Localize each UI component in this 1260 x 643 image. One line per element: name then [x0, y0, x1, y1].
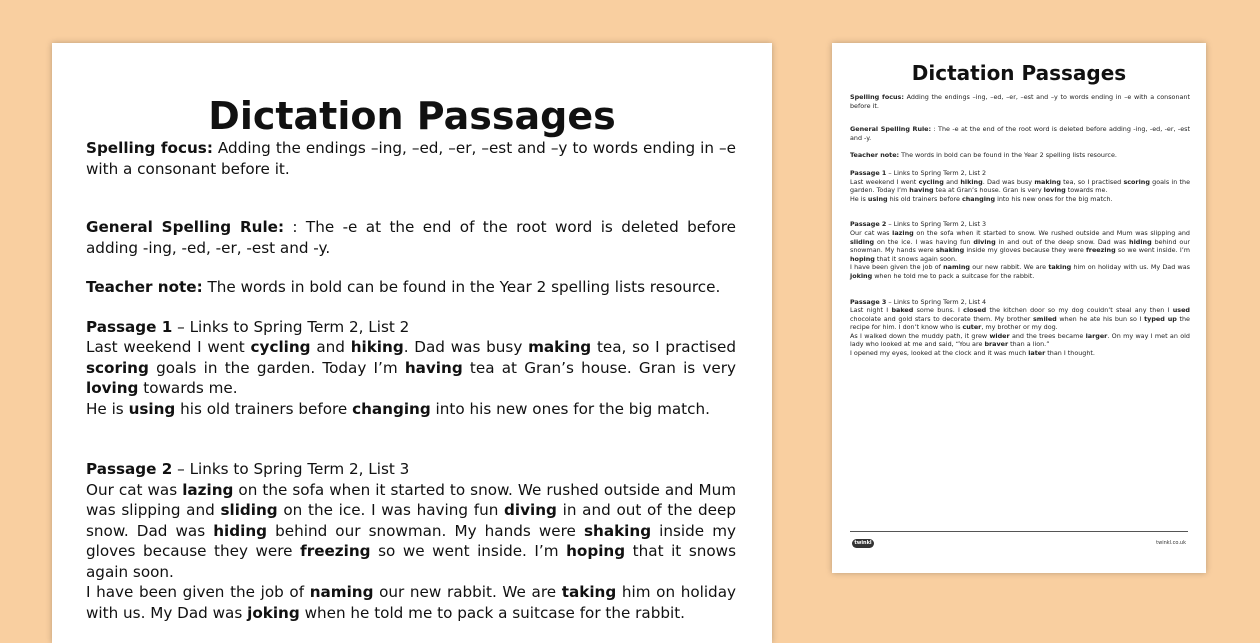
thumb-passage2-para2	[850, 263, 1190, 280]
text-run: Our cat was	[850, 228, 893, 237]
bold-word: lazing	[182, 480, 234, 499]
general-rule-label: General Spelling Rule:	[86, 218, 285, 236]
bold-word: hiking	[350, 338, 404, 356]
text-run: so we went inside. I’m	[1115, 246, 1190, 255]
passage1-link: – Links to Spring Term 2, List 2	[172, 317, 410, 336]
bold-word: having	[909, 186, 934, 195]
text-run: . Dad was busy	[982, 177, 1035, 186]
text-run: behind our snowman. My hands were	[267, 521, 584, 540]
text-run: tea, so I practised	[1060, 177, 1124, 186]
thumb-passage1-heading	[850, 169, 1190, 178]
text-run: goals in the garden. Today I’m	[148, 358, 405, 377]
text-run: As I walked down the muddy path, it grew	[850, 331, 990, 340]
text-run: him on holiday with us. My Dad was	[1071, 263, 1190, 272]
thumb-teacher-note	[850, 151, 1190, 160]
bold-word: naming	[309, 583, 374, 601]
thumbnail-title: Dictation Passages	[911, 61, 1127, 85]
text-run: his old trainers before	[887, 194, 962, 203]
bold-word: loving	[1043, 186, 1066, 195]
bold-word: diving	[973, 237, 996, 246]
thumb-spelling-focus-text: Adding the endings –ing, –ed, –er, –est and –y to words ending in –e with a consonant before it.	[850, 93, 1190, 110]
text-run: our new rabbit. We are	[373, 583, 562, 601]
thumb-passage3-para1	[850, 306, 1190, 332]
text-run: Last night I	[850, 306, 892, 315]
text-run: than I thought.	[1045, 349, 1095, 358]
thumb-spelling-focus-label: Spelling focus:	[850, 93, 904, 101]
text-run: behind our snowman. My hands were	[850, 237, 1190, 255]
thumb-passage1-link: – Links to Spring Term 2, List 2	[886, 168, 987, 177]
thumb-teacher-note-label: Teacher note:	[850, 151, 900, 160]
bold-word: wider	[989, 331, 1010, 340]
bold-word: hiding	[213, 521, 268, 540]
general-rule	[86, 217, 736, 258]
spelling-focus	[86, 138, 736, 179]
thumb-passage3-label: Passage 3	[850, 297, 887, 306]
text-run: into his new ones for the big match.	[430, 399, 710, 418]
bold-word: typed up	[1144, 314, 1177, 323]
thumb-passage3-para2	[850, 332, 1190, 349]
text-run: I have been given the job of	[850, 263, 944, 272]
passage2-heading	[86, 459, 736, 480]
text-run: some buns. I	[913, 306, 964, 315]
text-run: towards me.	[138, 379, 238, 397]
bold-word: scoring	[1123, 177, 1150, 186]
bold-word: smiled	[1032, 314, 1057, 323]
text-run: chocolate and gold stars to decorate them. My brother	[850, 314, 1033, 323]
text-run: him on holiday with us. My Dad was	[86, 583, 736, 622]
thumbnail-body	[850, 93, 1190, 358]
thumb-spelling-focus	[850, 93, 1190, 110]
document-body	[86, 138, 736, 623]
passage2-link: – Links to Spring Term 2, List 3	[172, 460, 410, 478]
bold-word: changing	[352, 399, 431, 418]
bold-word: naming	[943, 263, 970, 272]
bold-word: making	[1034, 177, 1061, 186]
text-run: inside my gloves because they were	[86, 521, 736, 560]
text-run: on the ice. I was having fun	[874, 237, 974, 246]
thumb-passage2-link: – Links to Spring Term 2, List 3	[886, 220, 987, 229]
bold-word: having	[404, 358, 463, 377]
passage2-para2	[86, 582, 736, 623]
text-run: tea, so I practised	[591, 338, 737, 356]
text-run: on the sofa when it started to snow. We rushed outside and Mum was slipping and	[86, 480, 737, 519]
thumb-general-rule-text: : The -e at the end of the root word is deleted before adding -ing, -ed, -er, -est and -y.	[850, 125, 1191, 142]
text-run: and the trees became	[1009, 331, 1086, 340]
bold-word: joking	[850, 271, 873, 280]
thumb-passage2-heading	[850, 220, 1190, 229]
document-page-thumbnail	[832, 43, 1206, 573]
passage1-heading	[86, 317, 736, 338]
text-run: I opened my eyes, looked at the clock and it was much	[850, 349, 1029, 358]
text-run: that it snows again soon.	[874, 254, 958, 263]
text-run: in and out of the deep snow. Dad was	[86, 501, 736, 540]
thumb-passage3-link: – Links to Spring Term 2, List 4	[886, 297, 987, 306]
bold-word: sliding	[220, 501, 278, 519]
text-run: inside my gloves because they were	[964, 246, 1087, 255]
text-run: our new rabbit. We are	[969, 263, 1049, 272]
bold-word: lazing	[892, 228, 914, 237]
passage1-label: Passage 1	[86, 317, 173, 336]
teacher-note-label: Teacher note:	[86, 278, 203, 296]
text-run: so we went inside. I’m	[370, 542, 567, 560]
text-run: the kitchen door so my dog couldn’t steal any then I	[986, 306, 1173, 315]
bold-word: hiking	[960, 177, 983, 186]
bold-word: hiding	[1129, 237, 1152, 246]
thumb-general-rule-label: General Spelling Rule:	[850, 125, 932, 134]
bold-word: using	[128, 399, 176, 418]
bold-word: joking	[247, 603, 300, 622]
text-run: when he told me to pack a suitcase for the rabbit.	[299, 603, 685, 622]
bold-word: shaking	[935, 246, 965, 255]
text-run: goals in the garden. Today I’m	[850, 177, 1190, 195]
bold-word: freezing	[300, 542, 371, 560]
text-run: in and out of the deep snow. Dad was	[995, 237, 1130, 246]
bold-word: hoping	[566, 542, 626, 560]
spelling-focus-label: Spelling focus:	[86, 139, 213, 157]
thumb-passage1-para2	[850, 195, 1190, 204]
teacher-note	[86, 277, 736, 298]
text-run: than a lion.”	[1008, 340, 1050, 349]
thumb-passage1-para1	[850, 178, 1190, 195]
bold-word: freezing	[1086, 246, 1116, 255]
thumb-passage3-heading	[850, 298, 1190, 307]
text-run: towards me.	[1065, 186, 1108, 195]
page-title: Dictation Passages	[208, 94, 616, 138]
text-run: He is	[850, 194, 868, 203]
thumb-passage2-label: Passage 2	[850, 220, 887, 229]
text-run: Our cat was	[86, 480, 183, 499]
bold-word: sliding	[850, 237, 875, 246]
text-run: . Dad was busy	[403, 338, 529, 356]
footer-url: twinkl.co.uk	[1156, 540, 1186, 546]
bold-word: closed	[963, 306, 987, 315]
bold-word: changing	[961, 194, 996, 203]
bold-word: shaking	[583, 521, 652, 540]
text-run: into his new ones for the big match.	[995, 194, 1113, 203]
passage2-label: Passage 2	[86, 460, 173, 478]
document-page-large	[52, 43, 772, 643]
thumb-passage2-para1	[850, 229, 1190, 263]
passage1-para2	[86, 399, 736, 420]
spelling-focus-text: Adding the endings –ing, –ed, –er, –est and –y to words ending in –e with a consonant before it.	[86, 139, 736, 178]
text-run: and	[310, 338, 351, 356]
bold-word: braver	[984, 340, 1009, 349]
bold-word: larger	[1085, 331, 1108, 340]
bold-word: loving	[86, 379, 139, 397]
text-run: when he ate his bun so I	[1056, 314, 1145, 323]
footer-divider	[850, 531, 1188, 532]
bold-word: using	[867, 194, 888, 203]
thumb-general-rule	[850, 125, 1190, 142]
text-run: his old trainers before	[175, 399, 353, 418]
bold-word: hoping	[850, 254, 875, 263]
text-run: Last weekend I went	[86, 338, 251, 356]
text-run: He is	[86, 399, 129, 418]
text-run: tea at Gran’s house. Gran is very	[462, 358, 736, 377]
text-run: tea at Gran’s house. Gran is very	[933, 186, 1044, 195]
text-run: on the sofa when it started to snow. We rushed outside and Mum was slipping and	[913, 228, 1190, 237]
text-run: on the ice. I was having fun	[277, 501, 505, 519]
bold-word: cycling	[250, 338, 311, 356]
bold-word: cycling	[918, 177, 944, 186]
thumb-passage1-label: Passage 1	[850, 168, 887, 177]
thumb-teacher-note-text: The words in bold can be found in the Year 2 spelling lists resource.	[899, 151, 1117, 160]
bold-word: taking	[561, 583, 617, 601]
text-run: the recipe for him. I don’t know who is	[850, 314, 1190, 332]
text-run: I have been given the job of	[86, 583, 310, 601]
passage1-para1	[86, 337, 736, 399]
text-run: when he told me to pack a suitcase for the rabbit.	[872, 271, 1035, 280]
text-run: , my brother or my dog.	[981, 323, 1058, 332]
bold-word: taking	[1048, 263, 1072, 272]
bold-word: used	[1172, 306, 1190, 315]
passage2-para1	[86, 480, 736, 583]
general-rule-text: : The -e at the end of the root word is deleted before adding -ing, -ed, -er, -est and -y.	[86, 218, 736, 257]
twinkl-logo: twinkl	[852, 539, 874, 548]
bold-word: later	[1028, 349, 1046, 358]
thumb-passage3-para3	[850, 349, 1190, 358]
teacher-note-text: The words in bold can be found in the Year 2 spelling lists resource.	[202, 278, 721, 296]
text-run: and	[943, 177, 961, 186]
bold-word: making	[528, 338, 592, 356]
bold-word: scoring	[86, 358, 149, 377]
bold-word: diving	[504, 501, 557, 519]
text-run: . On my way I met an old lady who looked at me and said, “You are	[850, 331, 1190, 349]
text-run: Last weekend I went	[850, 177, 919, 186]
text-run: that it snows again soon.	[86, 542, 736, 581]
bold-word: baked	[891, 306, 914, 315]
bold-word: cuter	[962, 323, 982, 332]
